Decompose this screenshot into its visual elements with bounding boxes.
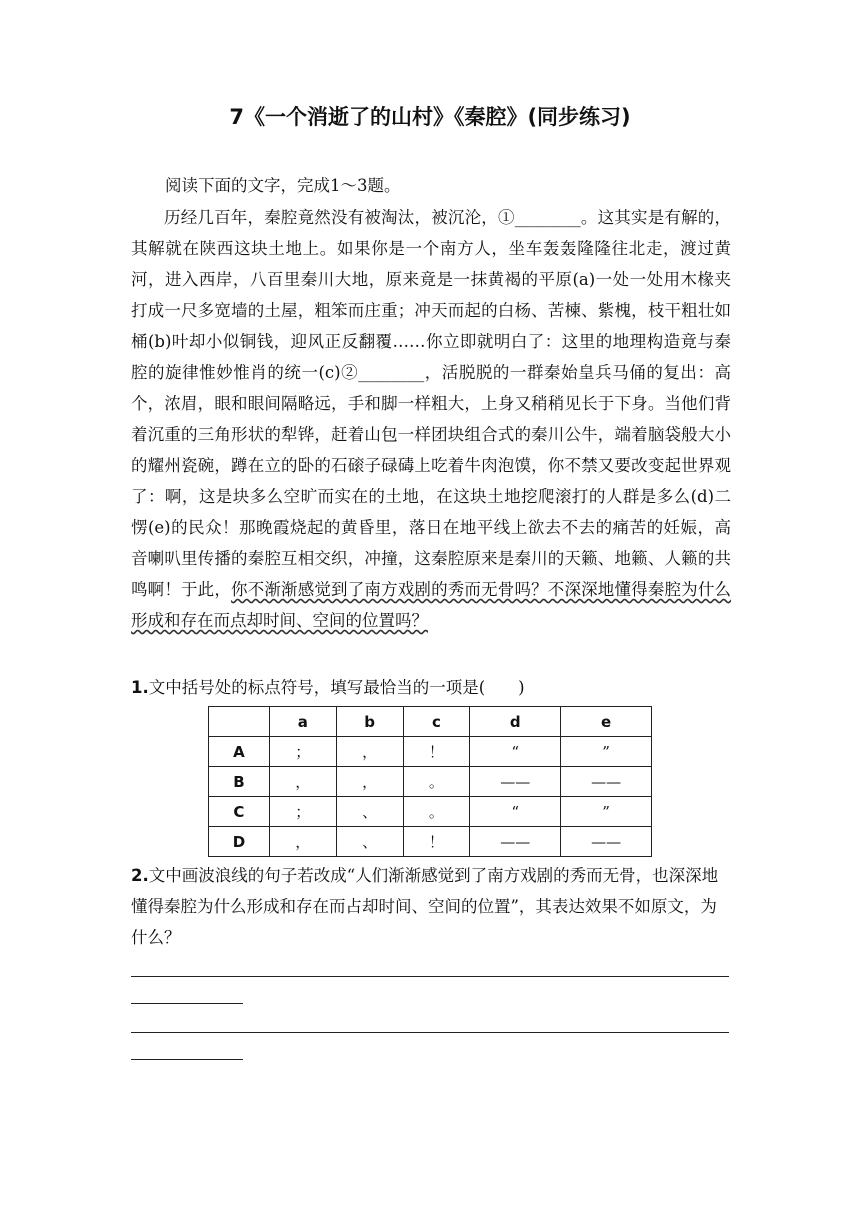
question-2-number: 2. <box>131 866 149 885</box>
table-row <box>209 767 652 797</box>
option-label: B <box>209 767 270 797</box>
table-cell: ， <box>269 767 336 797</box>
table-cell: 、 <box>336 797 403 827</box>
question-2 <box>131 860 731 953</box>
passage-text: 历经几百年，秦腔竟然没有被淘汰，被沉沦，①________。这其实是有解的，其解就在陕西这块土地上。如果你是一个南方人，坐车轰轰隆隆往北走，渡过黄河，进入西岸，八百里秦川大地，原来竟是一抹黄褐的平原(a)一处一处用木椽夹打成一尺多宽墙的土屋，粗笨而庄重；冲天而起的白杨、苦楝、紫槐，枝干粗壮如桶(b)叶却小似铜钱，迎风正反翻覆……你立即就明白了：这里的地理构造竟与秦腔的旋律惟妙惟肖的统一(c)②________，活脱脱的一群秦始皇兵马俑的复出：高个，浓眉，眼和眼间隔略远，手和脚一样粗大，上身又稍稍见长于下身。当他们背着沉重的三角形状的犁铧，赶着山包一样团块组合式的秦川公牛，端着脑袋般大小的耀州瓷碗，蹲在立的卧的石磙子碌碡上吃着牛肉泡馍，你不禁又要改变起世界观了：啊，这是块多么空旷而实在的土地，在这块土地挖爬滚打的人群是多么(d)二愣(e)的民众！那晚霞烧起的黄昏里，落日在地平线上欲去不去的痛苦的妊娠，高音喇叭里传播的秦腔互相交织，冲撞，这秦腔原来是秦川的天籁、地籁、人籁的共鸣啊！于此， <box>131 208 731 599</box>
answer-line[interactable] <box>131 1032 729 1033</box>
table-header-cell: e <box>561 707 652 737</box>
table-cell: —— <box>561 827 652 857</box>
table-cell: 。 <box>403 797 470 827</box>
answer-line[interactable] <box>131 1059 243 1060</box>
page-title: 7《一个消逝了的山村》《秦腔》(同步练习) <box>229 105 631 129</box>
table-cell: ， <box>336 737 403 767</box>
table-cell: —— <box>561 767 652 797</box>
table-row <box>209 827 652 857</box>
punctuation-options-table <box>208 706 652 857</box>
table-cell: ； <box>269 737 336 767</box>
option-label: A <box>209 737 270 767</box>
reading-instruction: 阅读下面的文字，完成1～3题。 <box>165 176 401 195</box>
table-header-cell: c <box>403 707 470 737</box>
table-cell: ” <box>561 737 652 767</box>
table-cell: ； <box>269 797 336 827</box>
table-cell: ， <box>269 827 336 857</box>
option-label: D <box>209 827 270 857</box>
table-cell: “ <box>470 737 561 767</box>
table-header-cell <box>209 707 270 737</box>
table-header-cell: b <box>336 707 403 737</box>
answer-line[interactable] <box>131 1003 243 1004</box>
answer-line[interactable] <box>131 976 729 977</box>
option-label: C <box>209 797 270 827</box>
question-1-number: 1. <box>131 678 149 697</box>
table-row <box>209 737 652 767</box>
table-cell: —— <box>470 767 561 797</box>
table-cell: 。 <box>403 767 470 797</box>
wavy-underlined-sentence: 你不渐渐感觉到了南方戏剧的秀而无骨吗？不深深地懂得秦腔为什么形成和存在而点却时间、空间的位置吗？ <box>131 580 732 630</box>
table-cell: ！ <box>403 827 470 857</box>
table-cell: “ <box>470 797 561 827</box>
table-cell: ” <box>561 797 652 827</box>
table-cell: —— <box>470 827 561 857</box>
table-row <box>209 797 652 827</box>
table-header-cell: a <box>269 707 336 737</box>
table-header-row <box>209 707 652 737</box>
table-cell: ， <box>336 767 403 797</box>
question-1-text: 文中括号处的标点符号，填写最恰当的一项是( ) <box>148 678 525 697</box>
question-1 <box>131 672 731 703</box>
reading-passage <box>131 202 731 636</box>
table-header-cell: d <box>470 707 561 737</box>
table-cell: ！ <box>403 737 470 767</box>
question-2-text: 文中画波浪线的句子若改成“人们渐渐感觉到了南方戏剧的秀而无骨，也深深地懂得秦腔为什么形成和存在而占却时间、空间的位置”，其表达效果不如原文，为什么？ <box>131 866 719 947</box>
table-cell: 、 <box>336 827 403 857</box>
